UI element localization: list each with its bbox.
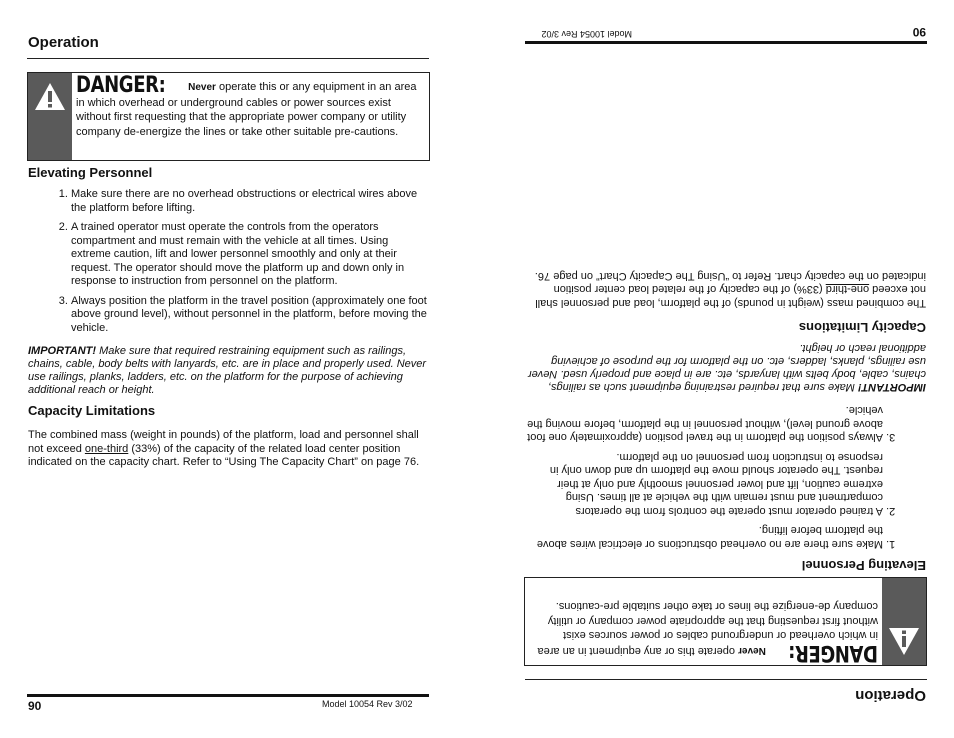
- section-header: Operation: [28, 34, 99, 51]
- danger-icon-panel: [882, 578, 926, 665]
- elevating-personnel-heading: Elevating Personnel: [801, 558, 926, 573]
- capacity-text-end: (33%) of the capacity of the related load center position indicated on the capacity chart. Refer to “Using The Capacity Chart” on page 76.: [534, 270, 926, 296]
- warning-triangle-icon: [33, 81, 67, 113]
- danger-icon-panel: [28, 73, 72, 160]
- warning-triangle-icon: [887, 625, 921, 657]
- important-label: IMPORTANT!: [28, 345, 97, 357]
- list-item: 3. Always position the platform in the travel position (approximately one foot above ground level), without personnel in the platform, before moving the vehicle.: [524, 403, 883, 444]
- capacity-underlined: one-third: [84, 442, 129, 455]
- capacity-limitations-heading: Capacity Limitations: [798, 320, 926, 335]
- list-item: 2. A trained operator must operate the controls from the operators compartment and must remain with the vehicle at all times. Using extreme caution, lift and lower personnel smoothly and only at their request. The operator should move the platform up and down only in response to instruction from personnel on the platform.: [524, 450, 883, 518]
- capacity-paragraph: [524, 269, 926, 310]
- list-item: 3. Always position the platform in the travel position (approximately one foot above ground level), without personnel in the platform, before moving the vehicle.: [71, 295, 430, 336]
- list-item: 2. A trained operator must operate the controls from the operators compartment and must remain with the vehicle at all times. Using extreme caution, lift and lower personnel smoothly and only at their request. The operator should move the platform up and down only in response to instruction from personnel on the platform.: [71, 221, 430, 289]
- page-number: 90: [912, 25, 926, 39]
- footer-divider: [27, 694, 429, 697]
- danger-notice: [524, 577, 927, 666]
- page-number: 90: [28, 699, 42, 713]
- important-label: IMPORTANT!: [857, 381, 926, 393]
- elevating-personnel-heading: Elevating Personnel: [28, 165, 153, 180]
- list-item: 1. Make sure there are no overhead obstructions or electrical wires above the platform before lifting.: [524, 523, 883, 550]
- important-text: Make sure that required restraining equipment such as railings, chains, cable, body belts with lanyards, etc. are in place and properly used. Never use railings, planks, ladders, etc. on the platform for the purpose of achieving additional reach or height.: [527, 342, 926, 393]
- danger-text: [76, 73, 424, 139]
- capacity-paragraph: [28, 429, 430, 470]
- capacity-underlined: one-third: [825, 283, 870, 296]
- elevating-steps-list: [28, 188, 430, 341]
- header-divider: [525, 679, 927, 680]
- danger-notice: [27, 72, 430, 161]
- header-divider: [27, 58, 429, 59]
- model-revision: Model 10054 Rev 3/02: [541, 29, 632, 39]
- danger-body: operate this or any equipment in an area in which overhead or underground cables or power sources exist without first requesting that the appropriate power company or utility company de-energize the lines or take other suitable pre-cautions.: [76, 81, 417, 138]
- important-note: [524, 341, 926, 393]
- elevating-steps-list: [524, 397, 926, 550]
- danger-text: [530, 599, 878, 665]
- capacity-limitations-heading: Capacity Limitations: [28, 403, 156, 418]
- danger-lead-word: Never: [738, 645, 766, 656]
- important-note: [28, 345, 430, 397]
- list-item: 1. Make sure there are no overhead obstructions or electrical wires above the platform before lifting.: [71, 188, 430, 215]
- model-revision: Model 10054 Rev 3/02: [322, 699, 413, 709]
- danger-label: DANGER:: [788, 640, 878, 665]
- manual-page-rotated: [477, 0, 954, 738]
- section-header: Operation: [855, 687, 926, 704]
- capacity-text-start: The combined mass (weight in pounds) of the platform, load and personnel shall not exceed: [28, 429, 419, 455]
- important-text: Make sure that required restraining equipment such as railings, chains, cable, body belts with lanyards, etc. are in place and properly used. Never use railings, planks, ladders, etc. on the platform for the purpose of achieving additional reach or height.: [28, 345, 427, 396]
- danger-label: DANGER:: [76, 73, 166, 98]
- danger-body: operate this or any equipment in an area in which overhead or underground cables or power sources exist without first requesting that the appropriate power company or utility company de-energize the lines or take other suitable pre-cautions.: [537, 600, 878, 657]
- danger-lead-word: Never: [188, 82, 216, 93]
- capacity-text-start: The combined mass (weight in pounds) of the platform, load and personnel shall not exceed: [535, 283, 926, 309]
- footer-divider: [525, 41, 927, 44]
- capacity-text-end: (33%) of the capacity of the related load center position indicated on the capacity chart. Refer to “Using The Capacity Chart” on page 76.: [28, 442, 420, 468]
